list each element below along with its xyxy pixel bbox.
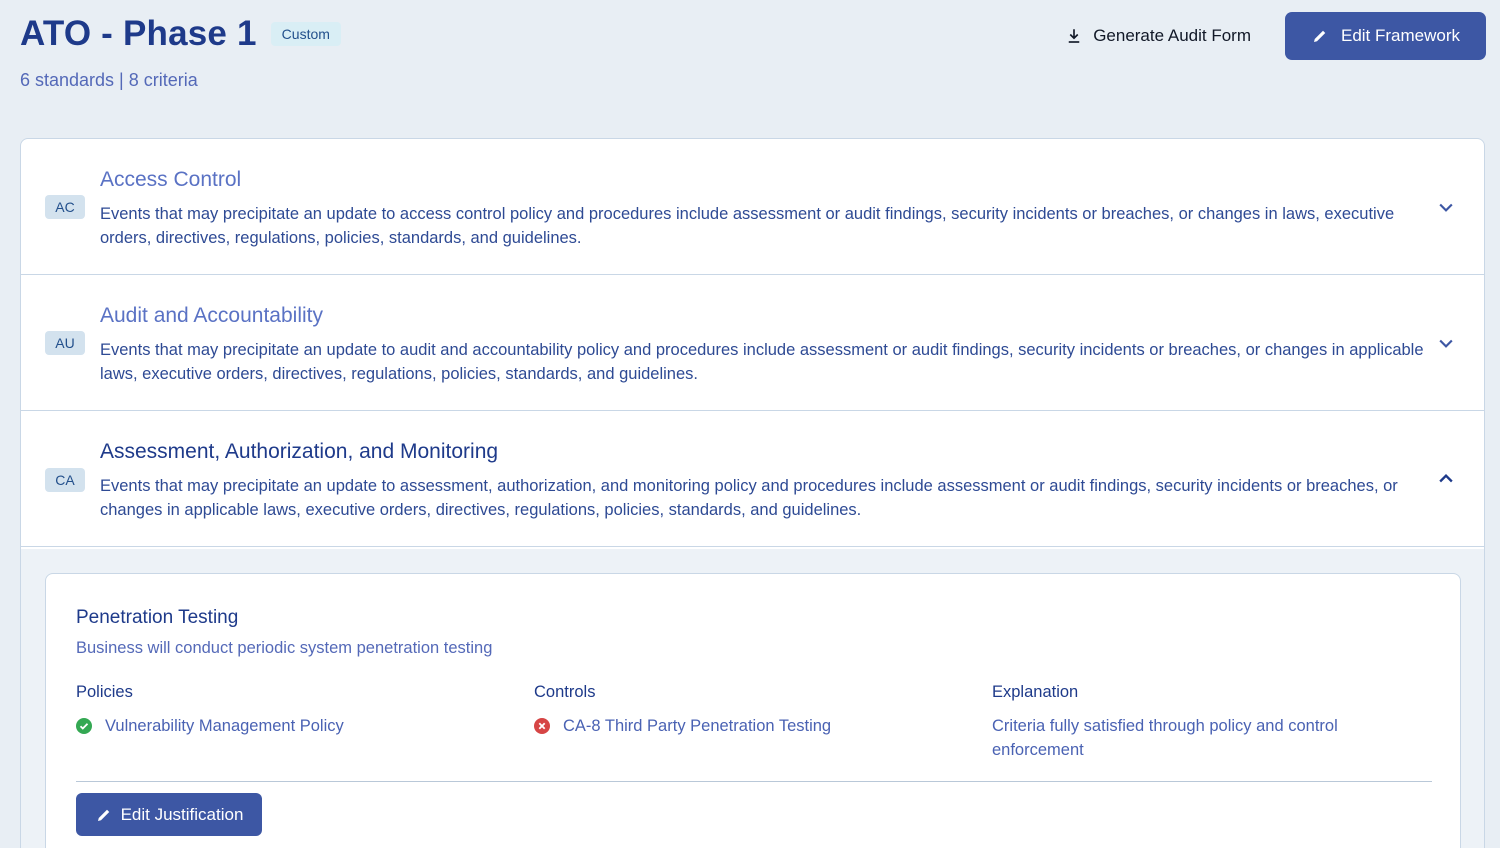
page-header	[20, 14, 1486, 104]
check-circle-icon	[76, 718, 92, 734]
control-name: CA-8 Third Party Penetration Testing	[563, 717, 832, 735]
pencil-icon	[95, 806, 113, 824]
framework-summary: 6 standards | 8 criteria	[20, 70, 198, 90]
generate-audit-form-label: Generate Audit Form	[1093, 26, 1251, 45]
standard-ac[interactable]	[21, 139, 1484, 275]
page-title: ATO - Phase 1	[20, 14, 257, 53]
criteria-card	[45, 573, 1461, 848]
divider	[76, 781, 1432, 782]
header-actions	[1045, 12, 1486, 60]
edit-framework-button[interactable]	[1285, 12, 1486, 60]
controls-heading: Controls	[534, 683, 596, 701]
edit-framework-label: Edit Framework	[1340, 26, 1461, 45]
standard-code: CA	[45, 468, 85, 492]
control-item[interactable]	[534, 714, 954, 738]
explanation-column	[992, 683, 1392, 762]
policies-column	[76, 683, 496, 738]
custom-badge: Custom	[271, 22, 341, 46]
explanation-heading: Explanation	[992, 683, 1079, 701]
standard-description: Events that may precipitate an update to assessment, authorization, and monitoring policy and procedures include assessment or audit findings, security incidents or breaches, or changes in applicable laws, executive orders, directives, regulations, policies, standards, and guidelines.	[100, 477, 1398, 519]
criteria-description: Business will conduct periodic system penetration testing	[76, 639, 493, 657]
chevron-down-icon[interactable]	[1436, 197, 1456, 217]
standard-name: Assessment, Authorization, and Monitoring	[100, 440, 499, 463]
explanation-value: Criteria fully satisfied through policy and control enforcement	[992, 717, 1338, 759]
criteria-area	[21, 549, 1484, 848]
chevron-up-icon[interactable]	[1436, 469, 1456, 489]
policy-name: Vulnerability Management Policy	[105, 717, 344, 735]
criteria-title: Penetration Testing	[76, 607, 239, 628]
pencil-icon	[1311, 27, 1329, 45]
standard-description: Events that may precipitate an update to access control policy and procedures include assessment or audit findings, security incidents or breaches, or changes in laws, executive orders, directives, regulations, policies, standards, and guidelines.	[100, 205, 1395, 247]
standard-name: Audit and Accountability	[100, 304, 323, 327]
standards-panel	[20, 138, 1485, 848]
edit-justification-label: Edit Justification	[120, 804, 244, 824]
x-circle-icon	[534, 718, 550, 734]
standard-description: Events that may precipitate an update to audit and accountability policy and procedures include assessment or audit findings, security incidents or breaches, or changes in applicable laws, executive orders, directives, regulations, policies, standards, and guidelines.	[100, 341, 1424, 383]
edit-justification-button[interactable]	[76, 793, 262, 836]
standard-code: AU	[45, 331, 85, 355]
standard-code: AC	[45, 195, 85, 219]
policies-heading: Policies	[76, 683, 133, 701]
standard-ca[interactable]	[21, 411, 1484, 547]
explanation-text	[992, 714, 1392, 762]
standard-name: Access Control	[100, 168, 242, 191]
generate-audit-form-button[interactable]	[1045, 12, 1271, 60]
standard-au[interactable]	[21, 275, 1484, 411]
chevron-down-icon[interactable]	[1436, 333, 1456, 353]
download-icon	[1065, 27, 1083, 45]
policy-item[interactable]	[76, 714, 496, 738]
controls-column	[534, 683, 954, 738]
